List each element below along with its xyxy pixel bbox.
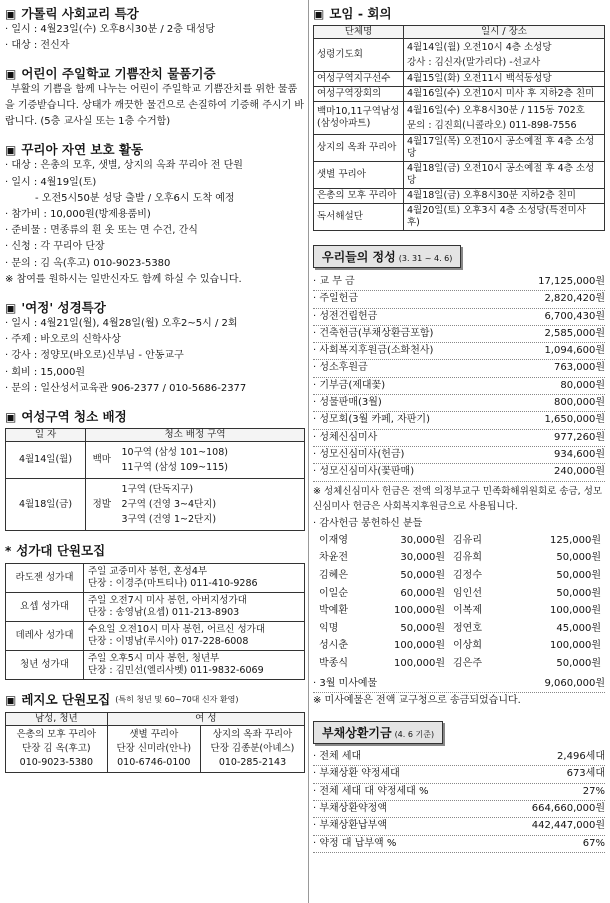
meeting-line: 4월20일(토) 오후3시 4층 소성당(특전미사 후) [404,204,605,231]
offering-amount: 6,700,430원 [544,310,605,322]
debt-value: 2,496세대 [557,751,605,763]
info-line: · 회비 : 15,000원 [5,366,86,378]
table-row [6,726,305,773]
march-mass-row [313,676,605,693]
offering-amount: 1,094,600원 [544,345,605,357]
donors-grid [313,532,605,673]
offering-row [313,464,605,481]
offering-label: · 성전건립헌금 [313,310,378,322]
donor-amount: 50,000원 [556,552,601,564]
choir-contact: 단장 : 이명남(루시아) 017-228-6008 [88,636,249,648]
offering-label: · 성물판매(3월) [313,397,382,409]
offering-label: · 성모회(3월 카페, 자판기) [313,414,430,426]
info-line: · 준비물 : 면종류의 흰 옷 또는 면 수건, 간식 [5,225,198,237]
meeting-info [404,102,605,135]
info-line: · 참가비 : 10,000원(방제용품비) [5,209,151,221]
choir-contact: 단장 : 김민선(엘리사벳) 011-9832-6069 [88,665,264,677]
meeting-line: 4월18일(금) 오전10시 공소예절 후 4층 소성당 [404,162,605,189]
offering-row [313,395,605,412]
meeting-line: 4월16일(수) 오전10시 미사 후 지하2층 친미 [404,87,605,102]
choir-desc: 주일 오후5시 미사 봉헌, 청년부 [88,653,220,665]
asterisk-icon: * [5,544,12,559]
group-name: 성령기도회 [314,39,404,72]
right-column [313,0,605,853]
debt-label: · 전체 세대 대 약정세대 % [313,785,429,797]
donor-name: 이일순 [319,587,348,599]
offering-row [313,274,605,291]
section-bible-lecture [5,300,305,397]
donor-name: 김혜은 [319,569,348,581]
legio-phone: 010-285-2143 [218,757,287,769]
meetings-table [313,25,605,231]
info-line: · 대상 : 은총의 모후, 샛별, 상지의 옥좌 꾸리아 전 단원 [5,160,243,172]
debt-row [313,836,605,853]
offering-note: ※ 성체신심미사 헌금은 전액 의정부교구 민족화해위원회로 송금, 성모신심미사 헌금은 사회복지후원금으로 사용됩니다. [313,485,603,512]
group-name: 은총의 모후 꾸리아 [314,189,404,204]
offering-label: · 3월 미사예물 [313,677,378,689]
debt-label: · 전체 세대 [313,751,362,763]
group-name: 샛별 꾸리아 [314,162,404,189]
offering-label: · 성모신심미사(꽃판매) [313,466,415,478]
donor-amount: 45,000원 [556,622,601,634]
table-header: 남성, 청년 [6,713,108,726]
debt-value: 27% [582,785,605,797]
legio-leader: 단장 신미라(안나) [116,743,192,755]
debt-list [313,749,605,853]
offering-label: · 기부금(제대꽃) [313,379,386,391]
section-choir [5,543,305,680]
donor-amount: 100,000원 [549,605,601,617]
period-label: (3. 31 ~ 4. 6) [398,254,453,263]
section-nature [5,142,305,288]
donor-name: 임인선 [453,587,482,599]
debt-value: 442,447,000원 [531,820,605,832]
table-row [6,651,305,680]
offering-row [313,309,605,326]
group-name: 여성구역지구선수 [314,72,404,87]
info-line: · 대상 : 전신자 [5,40,70,52]
info-line: · 일시 : 4월19일(토) [5,176,97,188]
zone-item: 10구역 (삼성 101~108) [121,447,228,459]
zone-item: 1구역 (단독지구) [121,484,194,496]
section-title: 우리들의 정성 [322,250,396,264]
debt-title-box [313,721,443,744]
table-row [314,72,605,87]
table-row [6,593,305,622]
meeting-line: 4월14일(월) 오전10시 4층 소성당 [407,42,552,53]
offering-row [313,291,605,308]
donor-name: 김유희 [453,552,482,564]
info-line: · 강사 : 정양모(바오로)신부님 - 안동교구 [5,350,184,362]
donor-name: 이상희 [453,640,482,652]
square-bullet-icon: ▣ [5,693,17,708]
section-legio [5,692,305,773]
choir-name: 청년 성가대 [6,651,84,680]
choir-info [84,593,305,622]
legio-cell [6,726,108,773]
choir-desc: 주일 오전7시 미사 봉헌, 아버지성가대 [88,595,247,607]
info-line: ※ 참여를 원하시는 일반신자도 함께 하실 수 있습니다. [5,273,242,285]
offering-row [313,430,605,447]
table-row [6,622,305,651]
donor-name: 이복제 [453,605,482,617]
offering-amount: 800,000원 [553,397,605,409]
offering-amount: 240,000원 [553,466,605,478]
choir-info [84,622,305,651]
legio-leader: 단장 김종분(아녜스) [210,743,295,755]
donor-amount: 30,000원 [400,534,445,546]
legio-name: 은총의 모후 꾸리아 [16,729,97,741]
offering-label: · 성모신심미사(헌금) [313,448,405,460]
table-row [6,479,305,531]
choir-info [84,564,305,593]
square-bullet-icon: ▣ [5,301,17,316]
offering-row [313,326,605,343]
debt-label: · 부채상환 약정세대 [313,768,400,780]
section-title: 모임 - 회의 [329,6,392,21]
group-name: 여성구역장회의 [314,87,404,102]
offering-label: · 성소후원금 [313,362,368,374]
offering-row [313,447,605,464]
choir-contact: 단장 : 송영남(요셉) 011-213-8903 [88,607,240,619]
section-donation [5,66,305,130]
choir-contact: 단장 : 이경주(마트티나) 011-410-9286 [88,578,258,590]
donor-amount: 100,000원 [393,657,445,669]
legio-phone: 010-9023-5380 [19,757,93,769]
donor-name: 이재영 [319,534,348,546]
meeting-line: 4월17일(목) 오전10시 공소예절 후 4층 소성당 [404,135,605,162]
meeting-line: 4월15일(화) 오전11시 백석동성당 [404,72,605,87]
offering-amount: 934,600원 [553,448,605,460]
zone-item: 3구역 (건영 1~2단지) [121,514,217,526]
donor-name: 익명 [319,622,339,634]
cleaning-table [5,428,305,531]
table-header: 여 성 [107,713,304,726]
choir-table [5,563,305,680]
table-header: 청소 배정 구역 [86,429,305,442]
debt-row [313,766,605,783]
donation-text: 부활의 기쁨을 함께 나누는 어린이 주일학교 기쁨잔치를 위한 물품을 기증받습니다. 상태가 깨끗한 물건으로 손질하여 기증해 주시기 바랍니다. (5층 교사실 또는 1층 수거함) [5,84,305,128]
choir-info [84,651,305,680]
zones-cell [118,479,305,531]
debt-label: · 부채상환약정액 [313,802,387,814]
section-title: 가톨릭 사회교리 특강 [21,6,139,21]
section-title: '여정' 성경특강 [21,300,106,316]
section-title: 꾸리아 자연 보호 활동 [21,142,144,158]
offering-label: · 교 무 금 [313,276,355,287]
zone-item: 11구역 (삼성 109~115) [121,462,228,474]
info-line: - 오전5시50분 성당 출발 / 오후6시 도착 예정 [35,192,235,204]
offering-amount: 80,000원 [560,379,605,391]
donor-amount: 50,000원 [556,657,601,669]
table-row [314,135,605,162]
zones-cell [118,442,305,479]
table-row [314,204,605,231]
table-row [314,87,605,102]
info-line: · 문의 : 김 옥(후고) 010-9023-5380 [5,257,171,269]
square-bullet-icon: ▣ [313,7,325,21]
donor-amount: 50,000원 [556,569,601,581]
donor-name: 차윤전 [319,552,348,564]
table-row [314,189,605,204]
info-line: · 신청 : 각 꾸리아 단장 [5,241,105,253]
date-cell: 4월14일(월) [6,442,86,479]
square-bullet-icon: ▣ [5,410,17,425]
donor-amount: 100,000원 [393,605,445,617]
debt-value: 673세대 [566,768,605,780]
donor-name: 김은주 [453,657,482,669]
legio-name: 샛별 꾸리아 [129,729,179,741]
choir-desc: 수요일 오전10시 미사 봉헌, 어르신 성가대 [88,624,266,636]
table-row [314,39,605,72]
table-header: 일시 / 장소 [404,26,605,39]
donor-amount: 30,000원 [400,552,445,564]
table-row [6,442,305,479]
square-bullet-icon: ▣ [5,143,17,158]
column-divider [308,0,309,903]
choir-name: 라도젠 성가대 [6,564,84,593]
offering-amount: 1,650,000원 [544,414,605,426]
choir-name: 요셉 성가대 [6,593,84,622]
debt-value: 67% [582,837,605,849]
group-name: 독서해설단 [314,204,404,231]
donor-amount: 50,000원 [556,587,601,599]
offerings-list [313,274,605,482]
section-title: 어린이 주일학교 기쁨잔치 물품기증 [21,66,216,82]
section-title: 부채상환기금 [322,726,392,741]
debt-row [313,749,605,766]
square-bullet-icon: ▣ [5,67,17,82]
debt-label: · 부채상환납부액 [313,820,387,832]
offering-row [313,378,605,395]
section-title: 레지오 단원모집 [21,692,111,708]
offerings-title-box [313,245,461,268]
donor-name: 김유리 [453,534,482,546]
debt-value: 664,660,000원 [531,802,605,814]
offering-amount: 17,125,000원 [538,276,605,287]
offering-row [313,360,605,377]
date-cell: 4월18일(금) [6,479,86,531]
left-column [5,0,305,785]
table-row [6,564,305,593]
legio-name: 상지의 옥좌 꾸리아 [212,729,293,741]
meeting-line: 4월18일(금) 오후8시30분 지하2층 친미 [404,189,605,204]
info-line: · 주제 : 바오로의 신학사상 [5,334,121,346]
offering-amount: 9,060,000원 [544,677,605,689]
meeting-line: 강사 : 김신자(말가리다) -선교사 [407,57,541,68]
offering-amount: 763,000원 [553,362,605,374]
square-bullet-icon: ▣ [5,7,17,21]
donor-name: 정연호 [453,622,482,634]
offering-label: · 건축헌금(부채상환금포함) [313,327,434,339]
offering-row [313,343,605,360]
donor-amount: 100,000원 [549,640,601,652]
legio-leader: 단장 김 옥(후고) [22,743,91,755]
donor-amount: 125,000원 [549,534,601,546]
meeting-info [404,39,605,72]
donor-amount: 60,000원 [400,587,445,599]
legio-cell [107,726,200,773]
choir-desc: 주일 교중미사 봉헌, 혼성4부 [88,566,208,578]
info-line: · 문의 : 일산성서교육관 906-2377 / 010-5686-2377 [5,382,247,394]
debt-row [313,801,605,818]
section-title: 여성구역 청소 배정 [21,409,127,425]
section-subtitle: (특히 청년 및 60~70대 신자 환영) [115,695,239,705]
legio-phone: 010-6746-0100 [117,757,191,769]
march-note: ※ 미사예물은 전액 교구청으로 송금되었습니다. [313,694,521,706]
table-row [314,162,605,189]
donor-name: 성시춘 [319,640,348,652]
offering-amount: 977,260원 [553,431,605,443]
legio-cell [200,726,304,773]
group-name: 백마10,11구역남성 (삼성아파트) [314,102,404,135]
donor-name: 김정수 [453,569,482,581]
thanks-heading: · 감사헌금 봉헌하신 분들 [313,517,423,529]
area-cell: 백마 [86,442,118,479]
debt-row [313,818,605,835]
offering-label: · 성체신심미사 [313,431,378,443]
group-name: 상지의 옥좌 꾸리아 [314,135,404,162]
debt-row [313,784,605,801]
section-offerings [313,245,605,709]
section-meetings [313,6,605,231]
offering-amount: 2,820,420원 [544,293,605,305]
offering-label: · 주일헌금 [313,293,358,305]
area-cell: 정발 [86,479,118,531]
table-header: 단체명 [314,26,404,39]
offering-amount: 2,585,000원 [544,327,605,339]
section-title: 성가대 단원모집 [16,543,106,559]
donor-name: 박종식 [319,657,348,669]
debt-label: · 약정 대 납부액 % [313,837,397,849]
meeting-line: 문의 : 김진희(니콜라오) 011-898-7556 [407,120,577,131]
donor-amount: 50,000원 [400,622,445,634]
period-label: (4. 6 기준) [394,730,435,740]
table-header: 일 자 [6,429,86,442]
donor-amount: 100,000원 [393,640,445,652]
choir-name: 데레사 성가대 [6,622,84,651]
section-cleaning [5,409,305,531]
info-line: · 일시 : 4월23일(수) 오후8시30분 / 2층 대성당 [5,24,216,35]
donor-name: 박예환 [319,605,348,617]
offering-label: · 사회복지후원금(소화천사) [313,345,434,357]
table-row [314,102,605,135]
zone-item: 2구역 (건영 3~4단지) [121,499,217,511]
info-line: · 일시 : 4월21일(월), 4월28일(월) 오후2~5시 / 2회 [5,318,238,330]
section-debt [313,721,605,853]
legio-table [5,712,305,773]
meeting-line: 4월16일(수) 오후8시30분 / 115동 702호 [407,105,585,116]
donor-amount: 50,000원 [400,569,445,581]
offering-row [313,412,605,429]
section-social-teaching [5,6,305,54]
